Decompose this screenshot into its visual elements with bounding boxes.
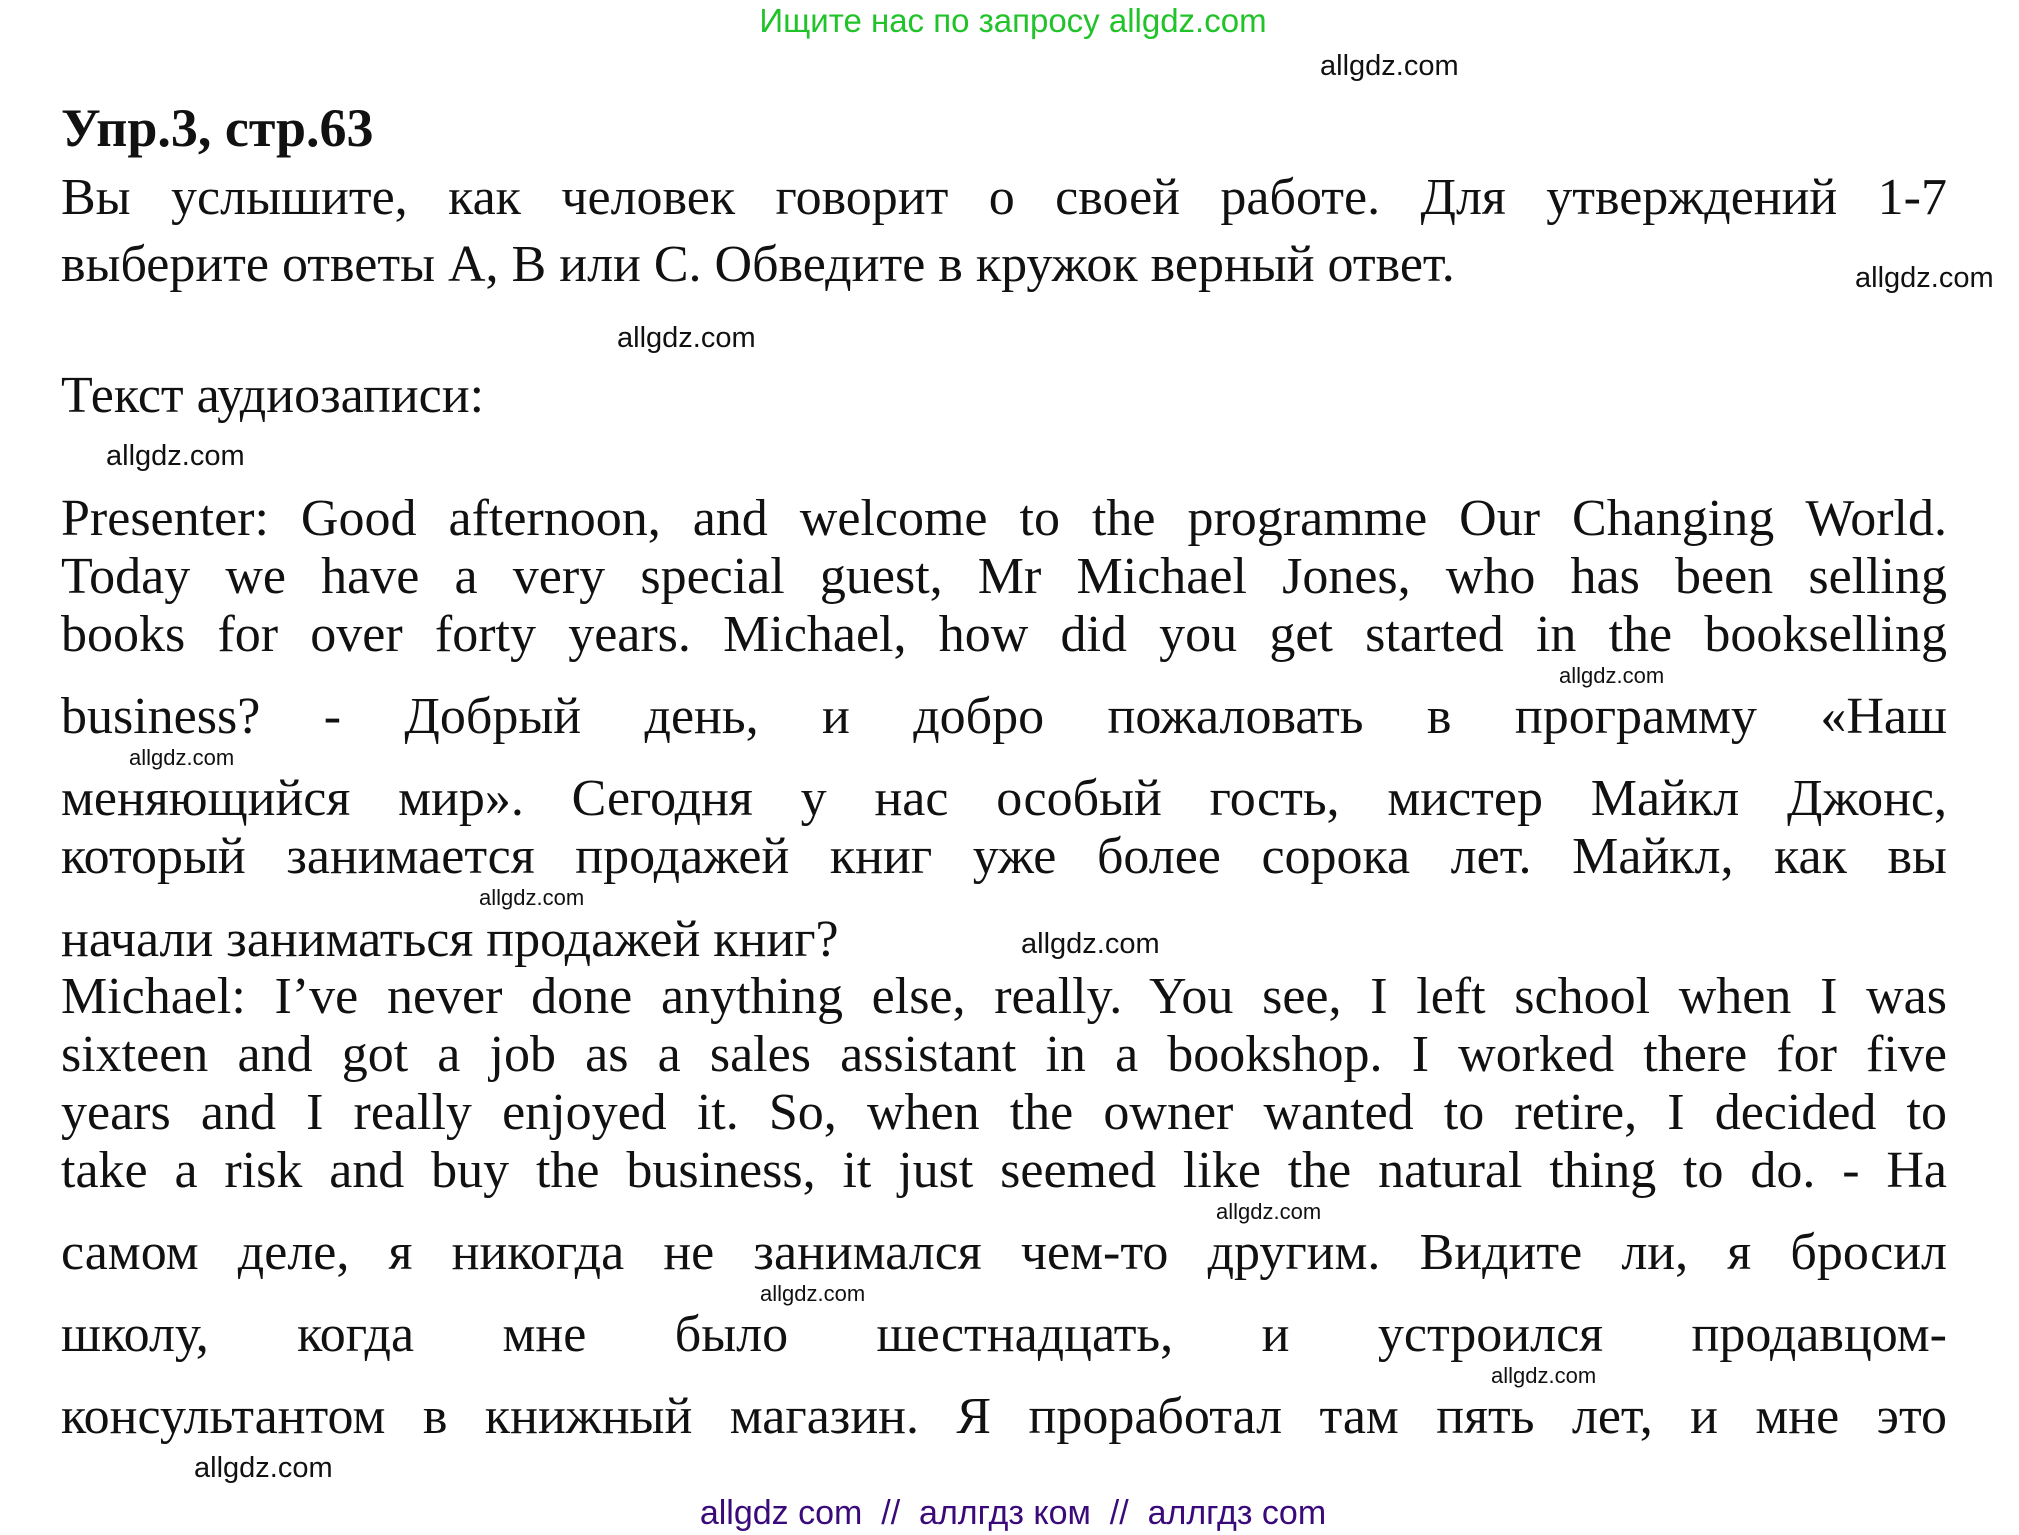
watermark: allgdz.com <box>1216 1199 1322 1224</box>
transcript-line: консультантом в книжный магазин. Я проработал там пять лет, и мне это <box>61 1388 1947 1445</box>
watermark-row <box>61 1200 1947 1224</box>
transcript-line: самом деле, я никогда не занимался чем-то другим. Видите ли, я бросил <box>61 1224 1947 1281</box>
transcript-line: Presenter: Good afternoon, and welcome to the programme Our Changing World. <box>61 490 1947 547</box>
watermark: allgdz.com <box>194 1452 333 1484</box>
watermark: allgdz.com <box>1855 262 1994 294</box>
transcript-line: sixteen and got a job as a sales assistant in a bookshop. I worked there for five <box>61 1026 1947 1083</box>
watermark: allgdz.com <box>106 440 245 472</box>
watermark-row <box>61 664 1947 688</box>
transcript-line: начали заниматься продажей книг? <box>61 911 839 968</box>
footer-watermark: allgdz com // аллгдз ком // аллгдз com <box>699 1494 1327 1532</box>
watermark-row <box>61 886 1947 910</box>
watermark: allgdz.com <box>479 885 585 910</box>
watermark-row <box>61 1282 1947 1306</box>
transcript-line: books for over forty years. Michael, how did you get started in the bookselling <box>61 606 1947 663</box>
watermark: allgdz.com <box>129 745 235 770</box>
transcript-row <box>61 910 1947 968</box>
watermark: allgdz.com <box>1320 50 1459 82</box>
watermark: allgdz.com <box>617 322 756 354</box>
transcript-line: школу, когда мне было шестнадцать, и устроился продавцом- <box>61 1306 1947 1363</box>
transcript-heading: Текст аудиозаписи: <box>61 367 485 424</box>
watermark-row <box>61 746 1947 770</box>
transcript-line: меняющийся мир». Сегодня у нас особый гость, мистер Майкл Джонс, <box>61 770 1947 827</box>
transcript-line: Today we have a very special guest, Mr Michael Jones, who has been selling <box>61 548 1947 605</box>
instruction-line: выберите ответы A, B или C. Обведите в кружок верный ответ. <box>61 236 1455 293</box>
instructions <box>61 164 1947 298</box>
transcript-line: take a risk and buy the business, it just seemed like the natural thing to do. - На <box>61 1142 1947 1199</box>
watermark: allgdz.com <box>1021 928 1160 960</box>
watermark-row <box>61 1364 1947 1388</box>
instruction-line: Вы услышите, как человек говорит о своей работе. Для утверждений 1-7 <box>61 169 1947 226</box>
transcript-line: который занимается продажей книг уже более сорока лет. Майкл, как вы <box>61 828 1947 885</box>
watermark: allgdz.com <box>1559 663 1665 688</box>
transcript <box>61 490 1947 1446</box>
transcript-line: years and I really enjoyed it. So, when the owner wanted to retire, I decided to <box>61 1084 1947 1141</box>
search-banner: Ищите нас по запросу allgdz.com <box>759 2 1267 39</box>
transcript-line: Michael: I’ve never done anything else, really. You see, I left school when I was <box>61 968 1947 1025</box>
watermark: allgdz.com <box>1491 1363 1597 1388</box>
watermark: allgdz.com <box>760 1281 866 1306</box>
transcript-heading-block <box>61 362 1947 429</box>
transcript-line: business? - Добрый день, и добро пожаловать в программу «Наш <box>61 688 1947 745</box>
exercise-title: Упр.3, стр.63 <box>61 98 374 158</box>
